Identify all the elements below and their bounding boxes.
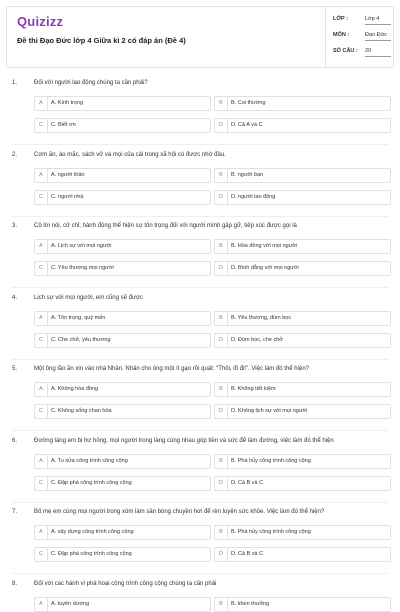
option-letter: D [215,119,228,132]
question-number: 2. [12,151,18,158]
option-letter: D [215,191,228,204]
answer-option-d[interactable] [214,547,391,562]
question-divider [12,287,388,288]
question-text: Đối với người lao động chúng ta cần phải? [34,80,148,86]
option-letter: B [215,97,228,110]
answer-option-d[interactable] [214,261,391,276]
option-text: A. Lịch sự với mọi người [51,243,112,249]
meta-subject-key: MÔN : [333,32,350,38]
question-number: 1. [12,80,18,86]
answer-option-b[interactable] [214,311,391,326]
option-text: C. Không sống chan hòa [51,408,112,414]
option-text: D. Bình đẳng với mọi người [231,265,299,271]
meta-underline [365,40,391,41]
option-text: C. Đập phá công trình công cộng [51,551,132,557]
option-text: B. Phá hủy công trình công cộng [231,529,311,535]
option-text: B. Không tiết kiệm [231,386,276,392]
meta-count-key: SỐ CÂU : [333,48,358,54]
option-text: C. Biết ơn [51,122,76,128]
question-divider [12,502,388,503]
meta-class-key: LỚP : [333,16,348,22]
answer-option-b[interactable] [214,382,391,397]
option-text: C. Yêu thương mọi người [51,265,114,271]
answer-option-a[interactable] [34,168,211,183]
answer-option-a[interactable] [34,96,211,111]
option-letter: C [35,191,48,204]
answer-option-b[interactable] [214,525,391,540]
option-text: C. Đập phá công trình công cộng [51,479,132,486]
answer-option-d[interactable] [214,476,391,491]
answer-option-d[interactable] [214,118,391,133]
meta-class-value: Lớp 4 [365,16,380,22]
question-divider [12,573,388,574]
option-text: A. Tôn trọng, quý mến [51,314,106,321]
answer-option-c[interactable] [34,190,211,205]
option-text: B. Coi thường [231,100,266,106]
answer-option-c[interactable] [34,333,211,348]
option-letter: D [215,477,228,490]
answer-option-a[interactable] [34,311,211,326]
option-text: D. người lao động [231,193,276,200]
option-letter: C [35,334,48,347]
answer-option-b[interactable] [214,597,391,612]
option-text: A. người thân [51,171,85,178]
answer-option-c[interactable] [34,404,211,419]
option-text: A. xây dựng công trình công cộng [51,529,134,535]
answer-option-a[interactable] [34,597,211,612]
option-text: C. người nhà [51,193,84,200]
option-letter: D [215,334,228,347]
answer-option-b[interactable] [214,168,391,183]
answer-option-b[interactable] [214,239,391,254]
option-letter: B [215,526,228,539]
question-number: 7. [12,509,18,515]
question-text: Đối với các hành vi phá hoại công trình công cộng chúng ta cần phải [34,580,217,587]
question-number: 5. [12,366,18,372]
option-letter: D [215,405,228,418]
option-text: B. Hòa đồng với mọi người [231,243,298,249]
option-letter: A [35,383,48,396]
option-letter: B [215,383,228,396]
option-letter: D [215,548,228,561]
question-text: Bố mẹ em cùng mọi người trong xóm làm sân bóng chuyền hơi để rèn luyện sức khỏe. Việc làm đó thể hiện? [34,509,325,515]
answer-option-c[interactable] [34,547,211,562]
option-text: B. Phá hủy công trình công cộng [231,457,311,464]
answer-option-a[interactable] [34,525,211,540]
option-letter: B [215,598,228,611]
option-letter: C [35,477,48,490]
option-text: D. Cả B và C [231,479,264,486]
question-text: Đường làng em bị hư hỏng, mọi người trong làng cùng nhau góp tiền và sức để làm đường, việc làm đó thể hiện [34,437,334,444]
option-letter: A [35,455,48,468]
quizizz-logo: Quizizz [17,14,64,29]
option-letter: B [215,169,228,182]
question-text: Lịch sự với mọi người, em cũng sẽ được [34,294,143,301]
answer-option-c[interactable] [34,118,211,133]
option-letter: B [215,240,228,253]
answer-option-a[interactable] [34,454,211,469]
question-divider [12,216,388,217]
option-letter: A [35,526,48,539]
answer-option-c[interactable] [34,476,211,491]
header-divider [325,7,326,67]
option-letter: C [35,119,48,132]
option-text: D. Cả B và C [231,551,264,557]
option-text: D. Đùm bọc, che chở [231,336,283,343]
question-text: Một ông lão ăn xin vào nhà Nhân. Nhân cho ông một ít gạo rồi quát: "Thôi, đi đi!". Việc làm đó thể hiện? [34,366,309,372]
option-text: A. Không hòa đồng [51,386,99,392]
answer-option-d[interactable] [214,190,391,205]
option-text: B. Yêu thương, đùm bọc [231,314,292,321]
option-text: B. khen thưởng [231,600,270,607]
question-number: 3. [12,223,18,229]
option-text: A. tuyên dương [51,600,90,607]
question-number: 6. [12,437,18,444]
answer-option-b[interactable] [214,454,391,469]
answer-option-a[interactable] [34,239,211,254]
option-letter: C [35,262,48,275]
document-title: Đề thi Đạo Đức lớp 4 Giữa kì 2 có đáp án (Đề 4) [17,36,186,45]
meta-count-value: 20 [365,48,372,54]
answer-option-c[interactable] [34,261,211,276]
question-divider [12,359,388,360]
option-text: D. Cả A và C [231,122,263,128]
option-text: D. Không lịch sự với mọi người [231,408,308,414]
document-header [6,6,394,68]
option-letter: D [215,262,228,275]
answer-option-d[interactable] [214,333,391,348]
option-letter: A [35,240,48,253]
meta-subject-value: Đạo Đức [365,32,388,38]
question-divider [12,430,388,431]
question-number: 4. [12,294,18,301]
meta-underline [365,24,391,25]
option-letter: A [35,97,48,110]
question-number: 8. [12,580,18,587]
option-letter: C [35,548,48,561]
question-divider [12,144,388,145]
answer-option-d[interactable] [214,404,391,419]
answer-option-a[interactable] [34,382,211,397]
option-letter: A [35,312,48,325]
option-text: A. Kính trọng [51,100,84,106]
meta-underline [365,56,391,57]
option-text: C. Che chở, yêu thương [51,336,111,343]
option-letter: A [35,598,48,611]
option-text: A. Tu sửa công trình công cộng [51,457,128,464]
option-letter: B [215,312,228,325]
answer-option-b[interactable] [214,96,391,111]
option-text: B. người bạn [231,171,264,178]
option-letter: C [35,405,48,418]
question-text: Cô lời nói, cử chỉ, hành động thể hiện sự tôn trọng đối với người mình gặp gỡ, tiếp xúc được gọi là [34,223,297,229]
option-letter: A [35,169,48,182]
option-letter: B [215,455,228,468]
question-text: Cơm ăn, áo mặc, sách vở và mọi của cải trong xã hội có được nhờ đâu. [34,151,226,158]
